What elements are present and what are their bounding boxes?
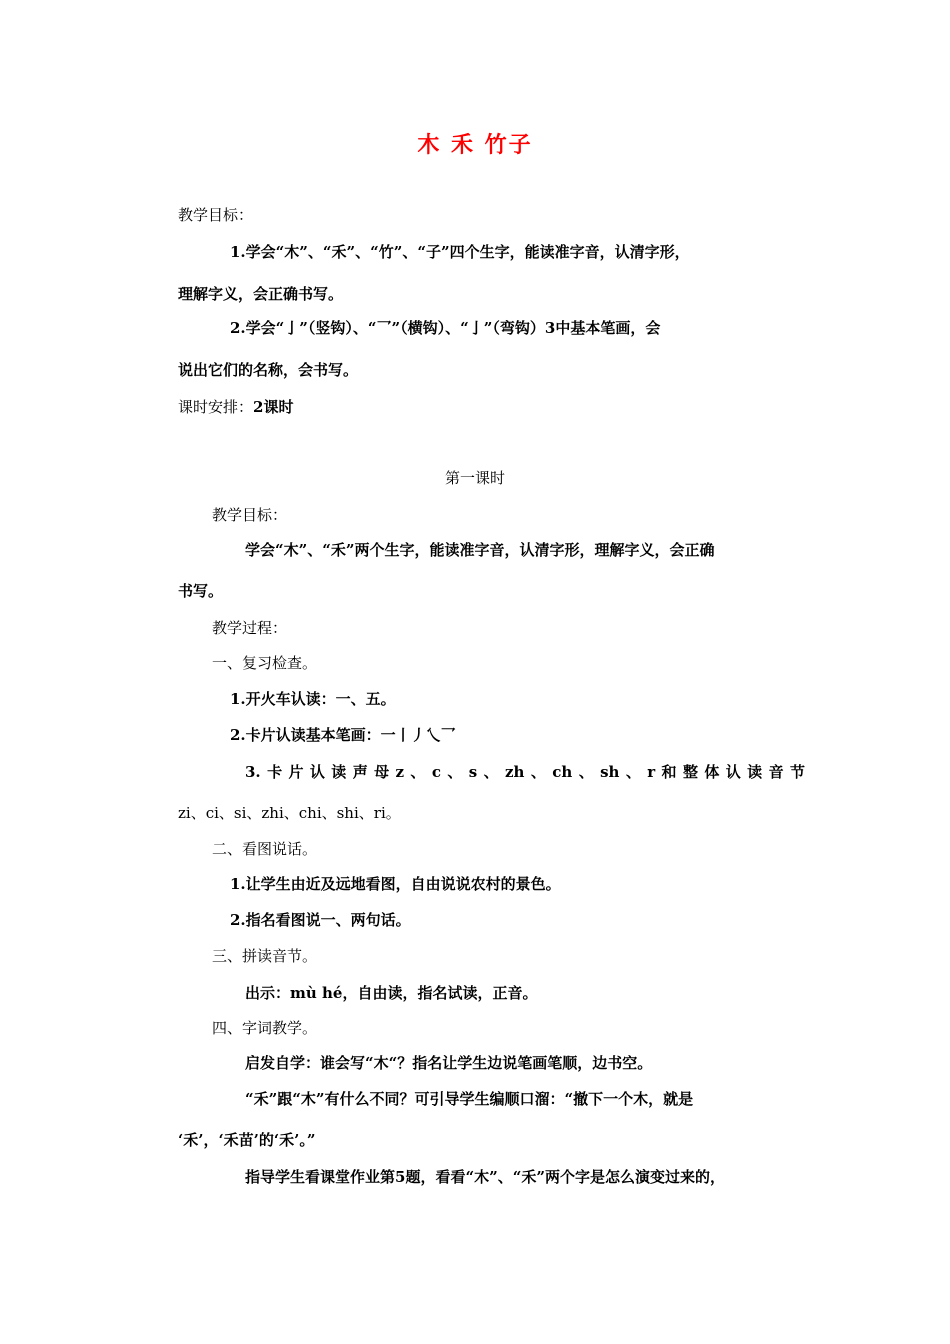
token: 体: [704, 763, 720, 781]
token: 、: [410, 763, 426, 781]
goal-1-line-1: 1.学会“木”、“禾”、“竹”、“子”四个生字，能读准字音，认清字形，: [230, 243, 690, 261]
section-1-item-2: 2.卡片认读基本笔画：一丨丿乀乛: [230, 726, 456, 744]
goals-label: 教学目标：: [178, 206, 254, 224]
goal-1-line-2: 理解字义，会正确书写。: [178, 285, 344, 303]
token: 、: [625, 763, 641, 781]
token: 认: [309, 763, 325, 781]
goal-2-line-1: 2.学会“亅”（竖钩）、“乛”（横钩）、“亅”（弯钩）3中基本笔画，会: [230, 319, 661, 337]
section-3-title: 三、拼读音节。: [212, 947, 318, 965]
token: 读: [331, 763, 347, 781]
token: 节: [789, 763, 805, 781]
token: s: [468, 763, 478, 781]
section-2-item-2: 2.指名看图说一、两句话。: [230, 911, 411, 929]
token: 音: [768, 763, 784, 781]
section-2-title: 二、看图说话。: [212, 840, 318, 858]
page-title: 木 禾 竹子: [417, 133, 533, 158]
token: 、: [578, 763, 594, 781]
token: 认: [725, 763, 741, 781]
token: sh: [600, 763, 620, 781]
token: c: [431, 763, 441, 781]
token: 、: [483, 763, 499, 781]
token: zh: [505, 763, 525, 781]
token: 、: [530, 763, 546, 781]
section-2-item-1: 1.让学生由近及远地看图，自由说说农村的景色。: [230, 875, 561, 893]
lesson-goal-line-1: 学会“木”、“禾”两个生字，能读准字音，认清字形，理解字义，会正确: [245, 541, 715, 559]
token: 、: [447, 763, 463, 781]
token: ch: [552, 763, 573, 781]
process-label: 教学过程：: [212, 619, 288, 637]
token: 和: [661, 763, 677, 781]
section-3-item-1: 出示：mù hé，自由读，指名试读，正音。: [245, 984, 538, 1002]
section-1-item-1: 1.开火车认读：一、五。: [230, 690, 396, 708]
schedule-value: 2课时: [253, 398, 294, 416]
section-1-item-3-line-1: [245, 762, 805, 782]
token: z: [395, 763, 405, 781]
token: 整: [682, 763, 698, 781]
section-4-para-2-line-1: “禾”跟“木”有什么不同？可引导学生编顺口溜：“撤下一个木，就是: [245, 1090, 694, 1108]
section-1-title: 一、复习检查。: [212, 654, 318, 672]
token: 3.: [245, 763, 261, 781]
schedule-label: 课时安排：: [178, 398, 254, 416]
lesson-goal-line-2: 书写。: [178, 582, 224, 600]
token: 声: [352, 763, 368, 781]
lesson-goals-label: 教学目标：: [212, 506, 288, 524]
token: 读: [747, 763, 763, 781]
section-4-para-3: 指导学生看课堂作业第5题，看看“木”、“禾”两个字是怎么演变过来的，: [245, 1168, 725, 1186]
token: 卡: [267, 763, 283, 781]
token: r: [647, 763, 656, 781]
lesson-heading: 第一课时: [444, 469, 505, 487]
section-4-title: 四、字词教学。: [212, 1019, 318, 1037]
section-1-item-3-line-2: zi、ci、si、zhi、chi、shi、ri。: [178, 804, 401, 822]
token: 母: [374, 763, 390, 781]
token: 片: [288, 763, 304, 781]
section-4-para-1: 启发自学：谁会写“木“？指名让学生边说笔画笔顺，边书空。: [245, 1054, 653, 1072]
section-4-para-2-line-2: ‘禾’，‘禾苗’的‘禾’。”: [178, 1131, 316, 1149]
goal-2-line-2: 说出它们的名称，会书写。: [178, 361, 359, 379]
schedule: [178, 397, 293, 417]
